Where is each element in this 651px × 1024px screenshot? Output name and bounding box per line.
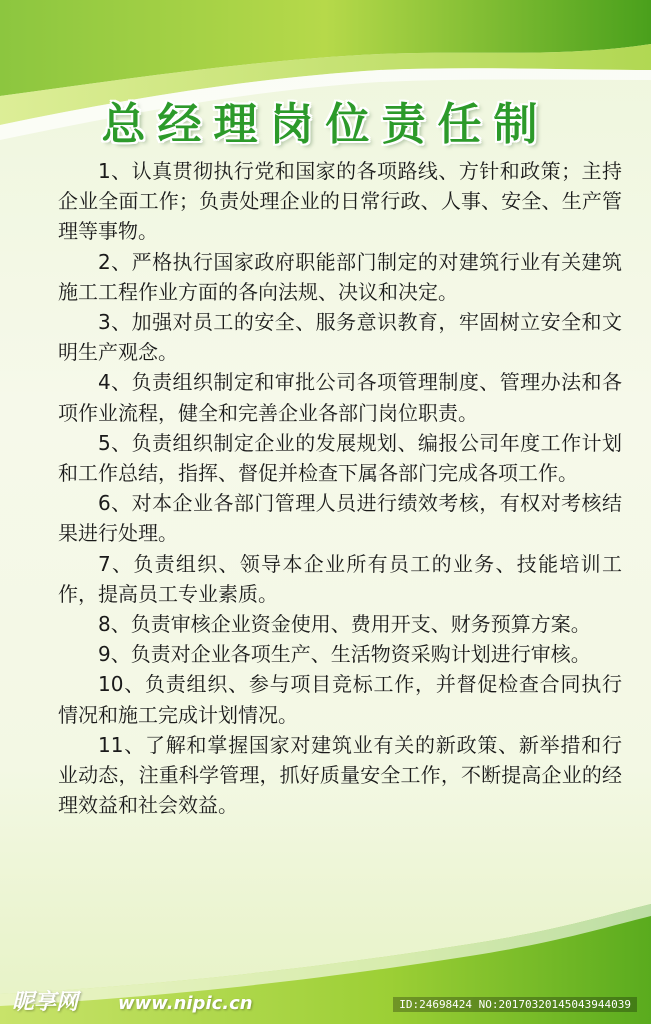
list-item: 3、加强对员工的安全、服务意识教育，牢固树立安全和文明生产观念。 — [58, 310, 622, 365]
responsibility-list — [58, 156, 622, 820]
list-item: 7、负责组织、领导本企业所有员工的业务、技能培训工作，提高员工专业素质。 — [58, 551, 622, 606]
list-item: 10、负责组织、参与项目竞标工作，并督促检查合同执行情况和施工完成计划情况。 — [58, 672, 622, 727]
watermark-id: ID:24698424 NO:20170320145043944039 — [393, 997, 637, 1012]
list-item: 4、负责组织制定和审批公司各项管理制度、管理办法和各项作业流程，健全和完善企业各部门岗位职责。 — [58, 370, 622, 425]
watermark-logo: 昵享网 — [12, 990, 79, 1015]
list-item: 9、负责对企业各项生产、生活物资采购计划进行审核。 — [98, 642, 591, 667]
list-item: 2、严格执行国家政府职能部门制定的对建筑行业有关建筑施工工程作业方面的各向法规、决议和决定。 — [58, 249, 622, 304]
list-item: 5、负责组织制定企业的发展规划、编报公司年度工作计划和工作总结，指挥、督促并检查下属各部门完成各项工作。 — [58, 430, 622, 486]
watermark-site: www.nipic.cn — [118, 993, 253, 1014]
page-title: 总经理岗位责任制 — [101, 99, 550, 150]
list-item: 1、认真贯彻执行党和国家的各项路线、方针和政策；主持企业全面工作；负责处理企业的日常行政、人事、安全、生产管理等事物。 — [58, 159, 622, 244]
list-item: 8、负责审核企业资金使用、费用开支、财务预算方案。 — [98, 612, 591, 637]
list-item: 6、对本企业各部门管理人员进行绩效考核，有权对考核结果进行处理。 — [58, 491, 622, 546]
list-item: 11、了解和掌握国家对建筑业有关的新政策、新举措和行业动态，注重科学管理，抓好质量安全工作，不断提高企业的经理效益和社会效益。 — [58, 732, 622, 818]
